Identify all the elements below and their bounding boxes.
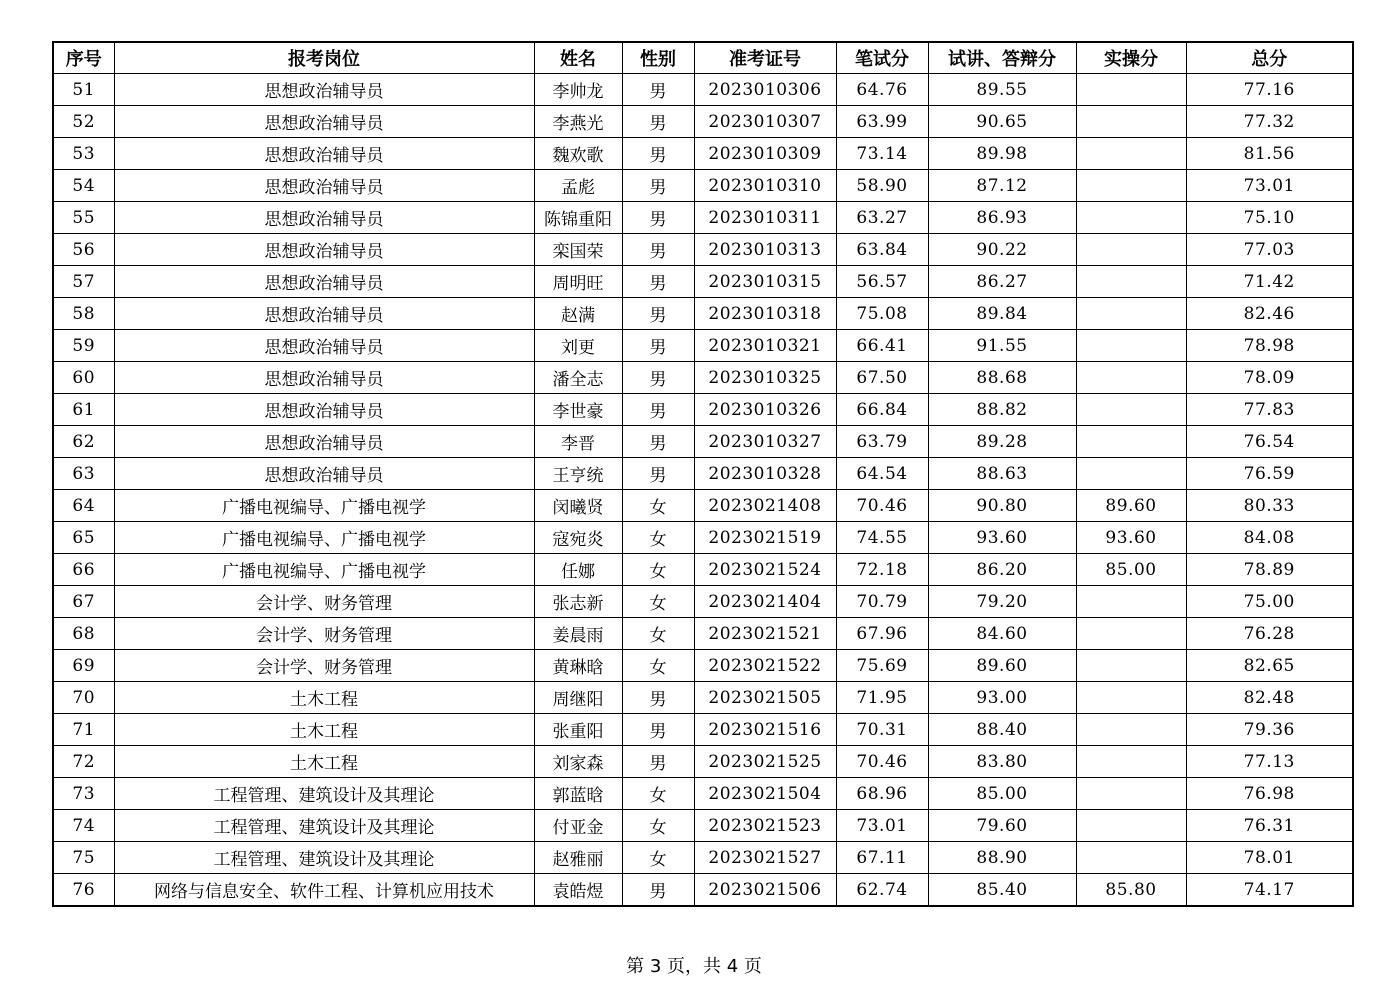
cell-position: 会计学、财务管理: [114, 586, 534, 618]
cell-seq: 52: [53, 106, 114, 138]
cell-position: 思想政治辅导员: [114, 74, 534, 106]
cell-written-score: 74.55: [836, 522, 928, 554]
cell-practical-score: [1076, 234, 1186, 266]
cell-practical-score: [1076, 810, 1186, 842]
cell-exam-id: 2023010309: [694, 138, 836, 170]
cell-total-score: 78.98: [1186, 330, 1353, 362]
cell-gender: 男: [622, 298, 694, 330]
cell-lecture-score: 93.00: [928, 682, 1076, 714]
cell-position: 思想政治辅导员: [114, 106, 534, 138]
cell-name: 任娜: [534, 554, 622, 586]
cell-lecture-score: 79.60: [928, 810, 1076, 842]
cell-written-score: 67.96: [836, 618, 928, 650]
header-practical-score: 实操分: [1076, 42, 1186, 74]
header-exam-id: 准考证号: [694, 42, 836, 74]
cell-name: 赵雅丽: [534, 842, 622, 874]
table-row: [53, 778, 1353, 810]
cell-gender: 女: [622, 522, 694, 554]
table-row: [53, 234, 1353, 266]
cell-written-score: 70.46: [836, 490, 928, 522]
table-row: [53, 330, 1353, 362]
cell-gender: 男: [622, 234, 694, 266]
cell-exam-id: 2023010310: [694, 170, 836, 202]
cell-practical-score: [1076, 74, 1186, 106]
cell-lecture-score: 88.90: [928, 842, 1076, 874]
table-row: [53, 458, 1353, 490]
cell-seq: 58: [53, 298, 114, 330]
cell-total-score: 82.46: [1186, 298, 1353, 330]
cell-lecture-score: 89.98: [928, 138, 1076, 170]
cell-seq: 71: [53, 714, 114, 746]
cell-seq: 76: [53, 874, 114, 907]
cell-name: 周继阳: [534, 682, 622, 714]
cell-name: 李世豪: [534, 394, 622, 426]
cell-written-score: 66.41: [836, 330, 928, 362]
cell-total-score: 77.32: [1186, 106, 1353, 138]
cell-total-score: 84.08: [1186, 522, 1353, 554]
cell-seq: 64: [53, 490, 114, 522]
cell-written-score: 66.84: [836, 394, 928, 426]
cell-seq: 59: [53, 330, 114, 362]
cell-gender: 女: [622, 778, 694, 810]
cell-exam-id: 2023021504: [694, 778, 836, 810]
cell-written-score: 72.18: [836, 554, 928, 586]
cell-seq: 70: [53, 682, 114, 714]
cell-seq: 69: [53, 650, 114, 682]
cell-seq: 75: [53, 842, 114, 874]
cell-gender: 女: [622, 586, 694, 618]
cell-seq: 57: [53, 266, 114, 298]
cell-practical-score: [1076, 458, 1186, 490]
table-row: [53, 74, 1353, 106]
cell-practical-score: [1076, 650, 1186, 682]
table-row: [53, 650, 1353, 682]
cell-exam-id: 2023010318: [694, 298, 836, 330]
cell-seq: 54: [53, 170, 114, 202]
cell-lecture-score: 88.68: [928, 362, 1076, 394]
table-row: [53, 394, 1353, 426]
cell-position: 广播电视编导、广播电视学: [114, 554, 534, 586]
cell-written-score: 68.96: [836, 778, 928, 810]
table-body: [53, 74, 1353, 907]
header-lecture-score: 试讲、答辩分: [928, 42, 1076, 74]
cell-seq: 55: [53, 202, 114, 234]
cell-exam-id: 2023021521: [694, 618, 836, 650]
table-row: [53, 714, 1353, 746]
cell-written-score: 63.79: [836, 426, 928, 458]
cell-name: 周明旺: [534, 266, 622, 298]
cell-exam-id: 2023010306: [694, 74, 836, 106]
table-row: [53, 426, 1353, 458]
cell-practical-score: [1076, 138, 1186, 170]
cell-total-score: 77.13: [1186, 746, 1353, 778]
cell-total-score: 79.36: [1186, 714, 1353, 746]
cell-gender: 男: [622, 426, 694, 458]
cell-seq: 62: [53, 426, 114, 458]
cell-total-score: 77.83: [1186, 394, 1353, 426]
cell-lecture-score: 90.65: [928, 106, 1076, 138]
table-row: [53, 618, 1353, 650]
header-gender: 性别: [622, 42, 694, 74]
cell-position: 思想政治辅导员: [114, 330, 534, 362]
cell-position: 土木工程: [114, 746, 534, 778]
cell-lecture-score: 83.80: [928, 746, 1076, 778]
cell-gender: 女: [622, 810, 694, 842]
page-footer: 第 3 页，共 4 页: [626, 956, 762, 977]
cell-exam-id: 2023021524: [694, 554, 836, 586]
cell-total-score: 76.28: [1186, 618, 1353, 650]
table-row: [53, 202, 1353, 234]
cell-name: 栾国荣: [534, 234, 622, 266]
cell-position: 工程管理、建筑设计及其理论: [114, 778, 534, 810]
cell-practical-score: 85.80: [1076, 874, 1186, 907]
cell-gender: 女: [622, 490, 694, 522]
cell-name: 刘家森: [534, 746, 622, 778]
cell-practical-score: [1076, 330, 1186, 362]
cell-position: 思想政治辅导员: [114, 234, 534, 266]
cell-gender: 男: [622, 874, 694, 907]
cell-total-score: 76.98: [1186, 778, 1353, 810]
cell-gender: 男: [622, 138, 694, 170]
cell-written-score: 73.14: [836, 138, 928, 170]
cell-gender: 男: [622, 74, 694, 106]
header-row: [53, 42, 1353, 74]
cell-practical-score: [1076, 778, 1186, 810]
cell-position: 思想政治辅导员: [114, 426, 534, 458]
cell-practical-score: [1076, 362, 1186, 394]
cell-name: 陈锦重阳: [534, 202, 622, 234]
cell-practical-score: [1076, 106, 1186, 138]
cell-position: 思想政治辅导员: [114, 170, 534, 202]
cell-total-score: 80.33: [1186, 490, 1353, 522]
cell-exam-id: 2023021505: [694, 682, 836, 714]
cell-written-score: 63.99: [836, 106, 928, 138]
cell-lecture-score: 88.40: [928, 714, 1076, 746]
cell-exam-id: 2023021516: [694, 714, 836, 746]
cell-practical-score: [1076, 714, 1186, 746]
table-row: [53, 106, 1353, 138]
cell-written-score: 63.27: [836, 202, 928, 234]
cell-gender: 男: [622, 330, 694, 362]
cell-exam-id: 2023010326: [694, 394, 836, 426]
header-written-score: 笔试分: [836, 42, 928, 74]
cell-name: 张重阳: [534, 714, 622, 746]
cell-written-score: 70.79: [836, 586, 928, 618]
cell-total-score: 77.03: [1186, 234, 1353, 266]
cell-written-score: 63.84: [836, 234, 928, 266]
cell-lecture-score: 88.82: [928, 394, 1076, 426]
cell-gender: 男: [622, 362, 694, 394]
cell-total-score: 82.48: [1186, 682, 1353, 714]
cell-exam-id: 2023010315: [694, 266, 836, 298]
cell-practical-score: [1076, 586, 1186, 618]
cell-position: 会计学、财务管理: [114, 650, 534, 682]
cell-total-score: 71.42: [1186, 266, 1353, 298]
cell-name: 闵曦贤: [534, 490, 622, 522]
cell-total-score: 76.59: [1186, 458, 1353, 490]
cell-gender: 女: [622, 650, 694, 682]
cell-practical-score: 85.00: [1076, 554, 1186, 586]
cell-lecture-score: 86.20: [928, 554, 1076, 586]
cell-seq: 65: [53, 522, 114, 554]
cell-name: 李帅龙: [534, 74, 622, 106]
table-row: [53, 874, 1353, 907]
table-row: [53, 842, 1353, 874]
cell-practical-score: [1076, 682, 1186, 714]
cell-total-score: 81.56: [1186, 138, 1353, 170]
cell-gender: 男: [622, 746, 694, 778]
cell-total-score: 75.10: [1186, 202, 1353, 234]
cell-lecture-score: 86.27: [928, 266, 1076, 298]
cell-exam-id: 2023010325: [694, 362, 836, 394]
cell-position: 思想政治辅导员: [114, 138, 534, 170]
cell-name: 李燕光: [534, 106, 622, 138]
table-row: [53, 746, 1353, 778]
cell-exam-id: 2023010321: [694, 330, 836, 362]
cell-practical-score: [1076, 298, 1186, 330]
cell-position: 思想政治辅导员: [114, 298, 534, 330]
header-total-score: 总分: [1186, 42, 1353, 74]
cell-written-score: 75.08: [836, 298, 928, 330]
cell-name: 郭蓝晗: [534, 778, 622, 810]
cell-name: 刘更: [534, 330, 622, 362]
cell-exam-id: 2023021408: [694, 490, 836, 522]
table-row: [53, 586, 1353, 618]
cell-practical-score: 89.60: [1076, 490, 1186, 522]
cell-gender: 女: [622, 554, 694, 586]
cell-exam-id: 2023010313: [694, 234, 836, 266]
cell-gender: 男: [622, 266, 694, 298]
cell-lecture-score: 87.12: [928, 170, 1076, 202]
cell-name: 孟彪: [534, 170, 622, 202]
cell-position: 网络与信息安全、软件工程、计算机应用技术: [114, 874, 534, 907]
cell-position: 思想政治辅导员: [114, 202, 534, 234]
cell-total-score: 78.89: [1186, 554, 1353, 586]
table-row: [53, 170, 1353, 202]
cell-seq: 74: [53, 810, 114, 842]
cell-practical-score: [1076, 746, 1186, 778]
cell-practical-score: [1076, 426, 1186, 458]
cell-total-score: 76.31: [1186, 810, 1353, 842]
cell-name: 李晋: [534, 426, 622, 458]
cell-name: 魏欢歌: [534, 138, 622, 170]
cell-gender: 男: [622, 202, 694, 234]
cell-name: 王亨统: [534, 458, 622, 490]
cell-position: 思想政治辅导员: [114, 266, 534, 298]
cell-seq: 60: [53, 362, 114, 394]
cell-exam-id: 2023010327: [694, 426, 836, 458]
cell-written-score: 62.74: [836, 874, 928, 907]
cell-seq: 61: [53, 394, 114, 426]
cell-name: 黄琳晗: [534, 650, 622, 682]
table-row: [53, 810, 1353, 842]
cell-name: 潘全志: [534, 362, 622, 394]
cell-exam-id: 2023010328: [694, 458, 836, 490]
cell-seq: 72: [53, 746, 114, 778]
cell-seq: 53: [53, 138, 114, 170]
cell-name: 寇宛炎: [534, 522, 622, 554]
cell-written-score: 70.46: [836, 746, 928, 778]
cell-lecture-score: 89.55: [928, 74, 1076, 106]
table-row: [53, 682, 1353, 714]
cell-lecture-score: 85.00: [928, 778, 1076, 810]
cell-position: 思想政治辅导员: [114, 362, 534, 394]
cell-seq: 51: [53, 74, 114, 106]
cell-name: 袁皓煜: [534, 874, 622, 907]
cell-exam-id: 2023021523: [694, 810, 836, 842]
cell-exam-id: 2023021522: [694, 650, 836, 682]
cell-written-score: 67.11: [836, 842, 928, 874]
cell-gender: 男: [622, 458, 694, 490]
cell-total-score: 82.65: [1186, 650, 1353, 682]
cell-position: 广播电视编导、广播电视学: [114, 522, 534, 554]
cell-name: 付亚金: [534, 810, 622, 842]
cell-position: 会计学、财务管理: [114, 618, 534, 650]
cell-written-score: 64.76: [836, 74, 928, 106]
cell-total-score: 75.00: [1186, 586, 1353, 618]
cell-lecture-score: 90.80: [928, 490, 1076, 522]
cell-exam-id: 2023021527: [694, 842, 836, 874]
cell-lecture-score: 91.55: [928, 330, 1076, 362]
header-name: 姓名: [534, 42, 622, 74]
cell-total-score: 73.01: [1186, 170, 1353, 202]
cell-lecture-score: 93.60: [928, 522, 1076, 554]
cell-position: 思想政治辅导员: [114, 458, 534, 490]
cell-exam-id: 2023010307: [694, 106, 836, 138]
cell-total-score: 76.54: [1186, 426, 1353, 458]
cell-written-score: 70.31: [836, 714, 928, 746]
table-row: [53, 362, 1353, 394]
cell-gender: 女: [622, 842, 694, 874]
cell-seq: 56: [53, 234, 114, 266]
cell-position: 工程管理、建筑设计及其理论: [114, 842, 534, 874]
cell-written-score: 73.01: [836, 810, 928, 842]
cell-name: 姜晨雨: [534, 618, 622, 650]
cell-name: 张志新: [534, 586, 622, 618]
cell-lecture-score: 89.28: [928, 426, 1076, 458]
cell-gender: 男: [622, 682, 694, 714]
table-row: [53, 490, 1353, 522]
cell-name: 赵满: [534, 298, 622, 330]
cell-practical-score: 93.60: [1076, 522, 1186, 554]
cell-position: 工程管理、建筑设计及其理论: [114, 810, 534, 842]
cell-gender: 男: [622, 714, 694, 746]
cell-written-score: 75.69: [836, 650, 928, 682]
cell-seq: 63: [53, 458, 114, 490]
cell-seq: 67: [53, 586, 114, 618]
cell-total-score: 78.09: [1186, 362, 1353, 394]
cell-seq: 66: [53, 554, 114, 586]
cell-practical-score: [1076, 394, 1186, 426]
table-row: [53, 554, 1353, 586]
cell-gender: 男: [622, 394, 694, 426]
table-row: [53, 138, 1353, 170]
cell-practical-score: [1076, 618, 1186, 650]
cell-gender: 男: [622, 170, 694, 202]
cell-practical-score: [1076, 266, 1186, 298]
cell-gender: 男: [622, 106, 694, 138]
header-position: 报考岗位: [114, 42, 534, 74]
cell-position: 土木工程: [114, 714, 534, 746]
cell-lecture-score: 79.20: [928, 586, 1076, 618]
cell-practical-score: [1076, 842, 1186, 874]
cell-written-score: 56.57: [836, 266, 928, 298]
cell-exam-id: 2023021525: [694, 746, 836, 778]
cell-written-score: 58.90: [836, 170, 928, 202]
cell-exam-id: 2023021404: [694, 586, 836, 618]
cell-exam-id: 2023021506: [694, 874, 836, 907]
cell-seq: 73: [53, 778, 114, 810]
cell-gender: 女: [622, 618, 694, 650]
cell-exam-id: 2023021519: [694, 522, 836, 554]
cell-position: 思想政治辅导员: [114, 394, 534, 426]
cell-written-score: 71.95: [836, 682, 928, 714]
cell-lecture-score: 89.84: [928, 298, 1076, 330]
cell-seq: 68: [53, 618, 114, 650]
cell-position: 土木工程: [114, 682, 534, 714]
cell-position: 广播电视编导、广播电视学: [114, 490, 534, 522]
table-row: [53, 522, 1353, 554]
table-row: [53, 298, 1353, 330]
cell-total-score: 77.16: [1186, 74, 1353, 106]
cell-practical-score: [1076, 202, 1186, 234]
cell-lecture-score: 84.60: [928, 618, 1076, 650]
cell-lecture-score: 85.40: [928, 874, 1076, 907]
table-row: [53, 266, 1353, 298]
cell-lecture-score: 89.60: [928, 650, 1076, 682]
score-table: [52, 41, 1354, 907]
cell-total-score: 78.01: [1186, 842, 1353, 874]
header-seq: 序号: [53, 42, 114, 74]
cell-written-score: 64.54: [836, 458, 928, 490]
cell-written-score: 67.50: [836, 362, 928, 394]
cell-total-score: 74.17: [1186, 874, 1353, 907]
cell-lecture-score: 90.22: [928, 234, 1076, 266]
cell-lecture-score: 88.63: [928, 458, 1076, 490]
cell-exam-id: 2023010311: [694, 202, 836, 234]
cell-lecture-score: 86.93: [928, 202, 1076, 234]
cell-practical-score: [1076, 170, 1186, 202]
